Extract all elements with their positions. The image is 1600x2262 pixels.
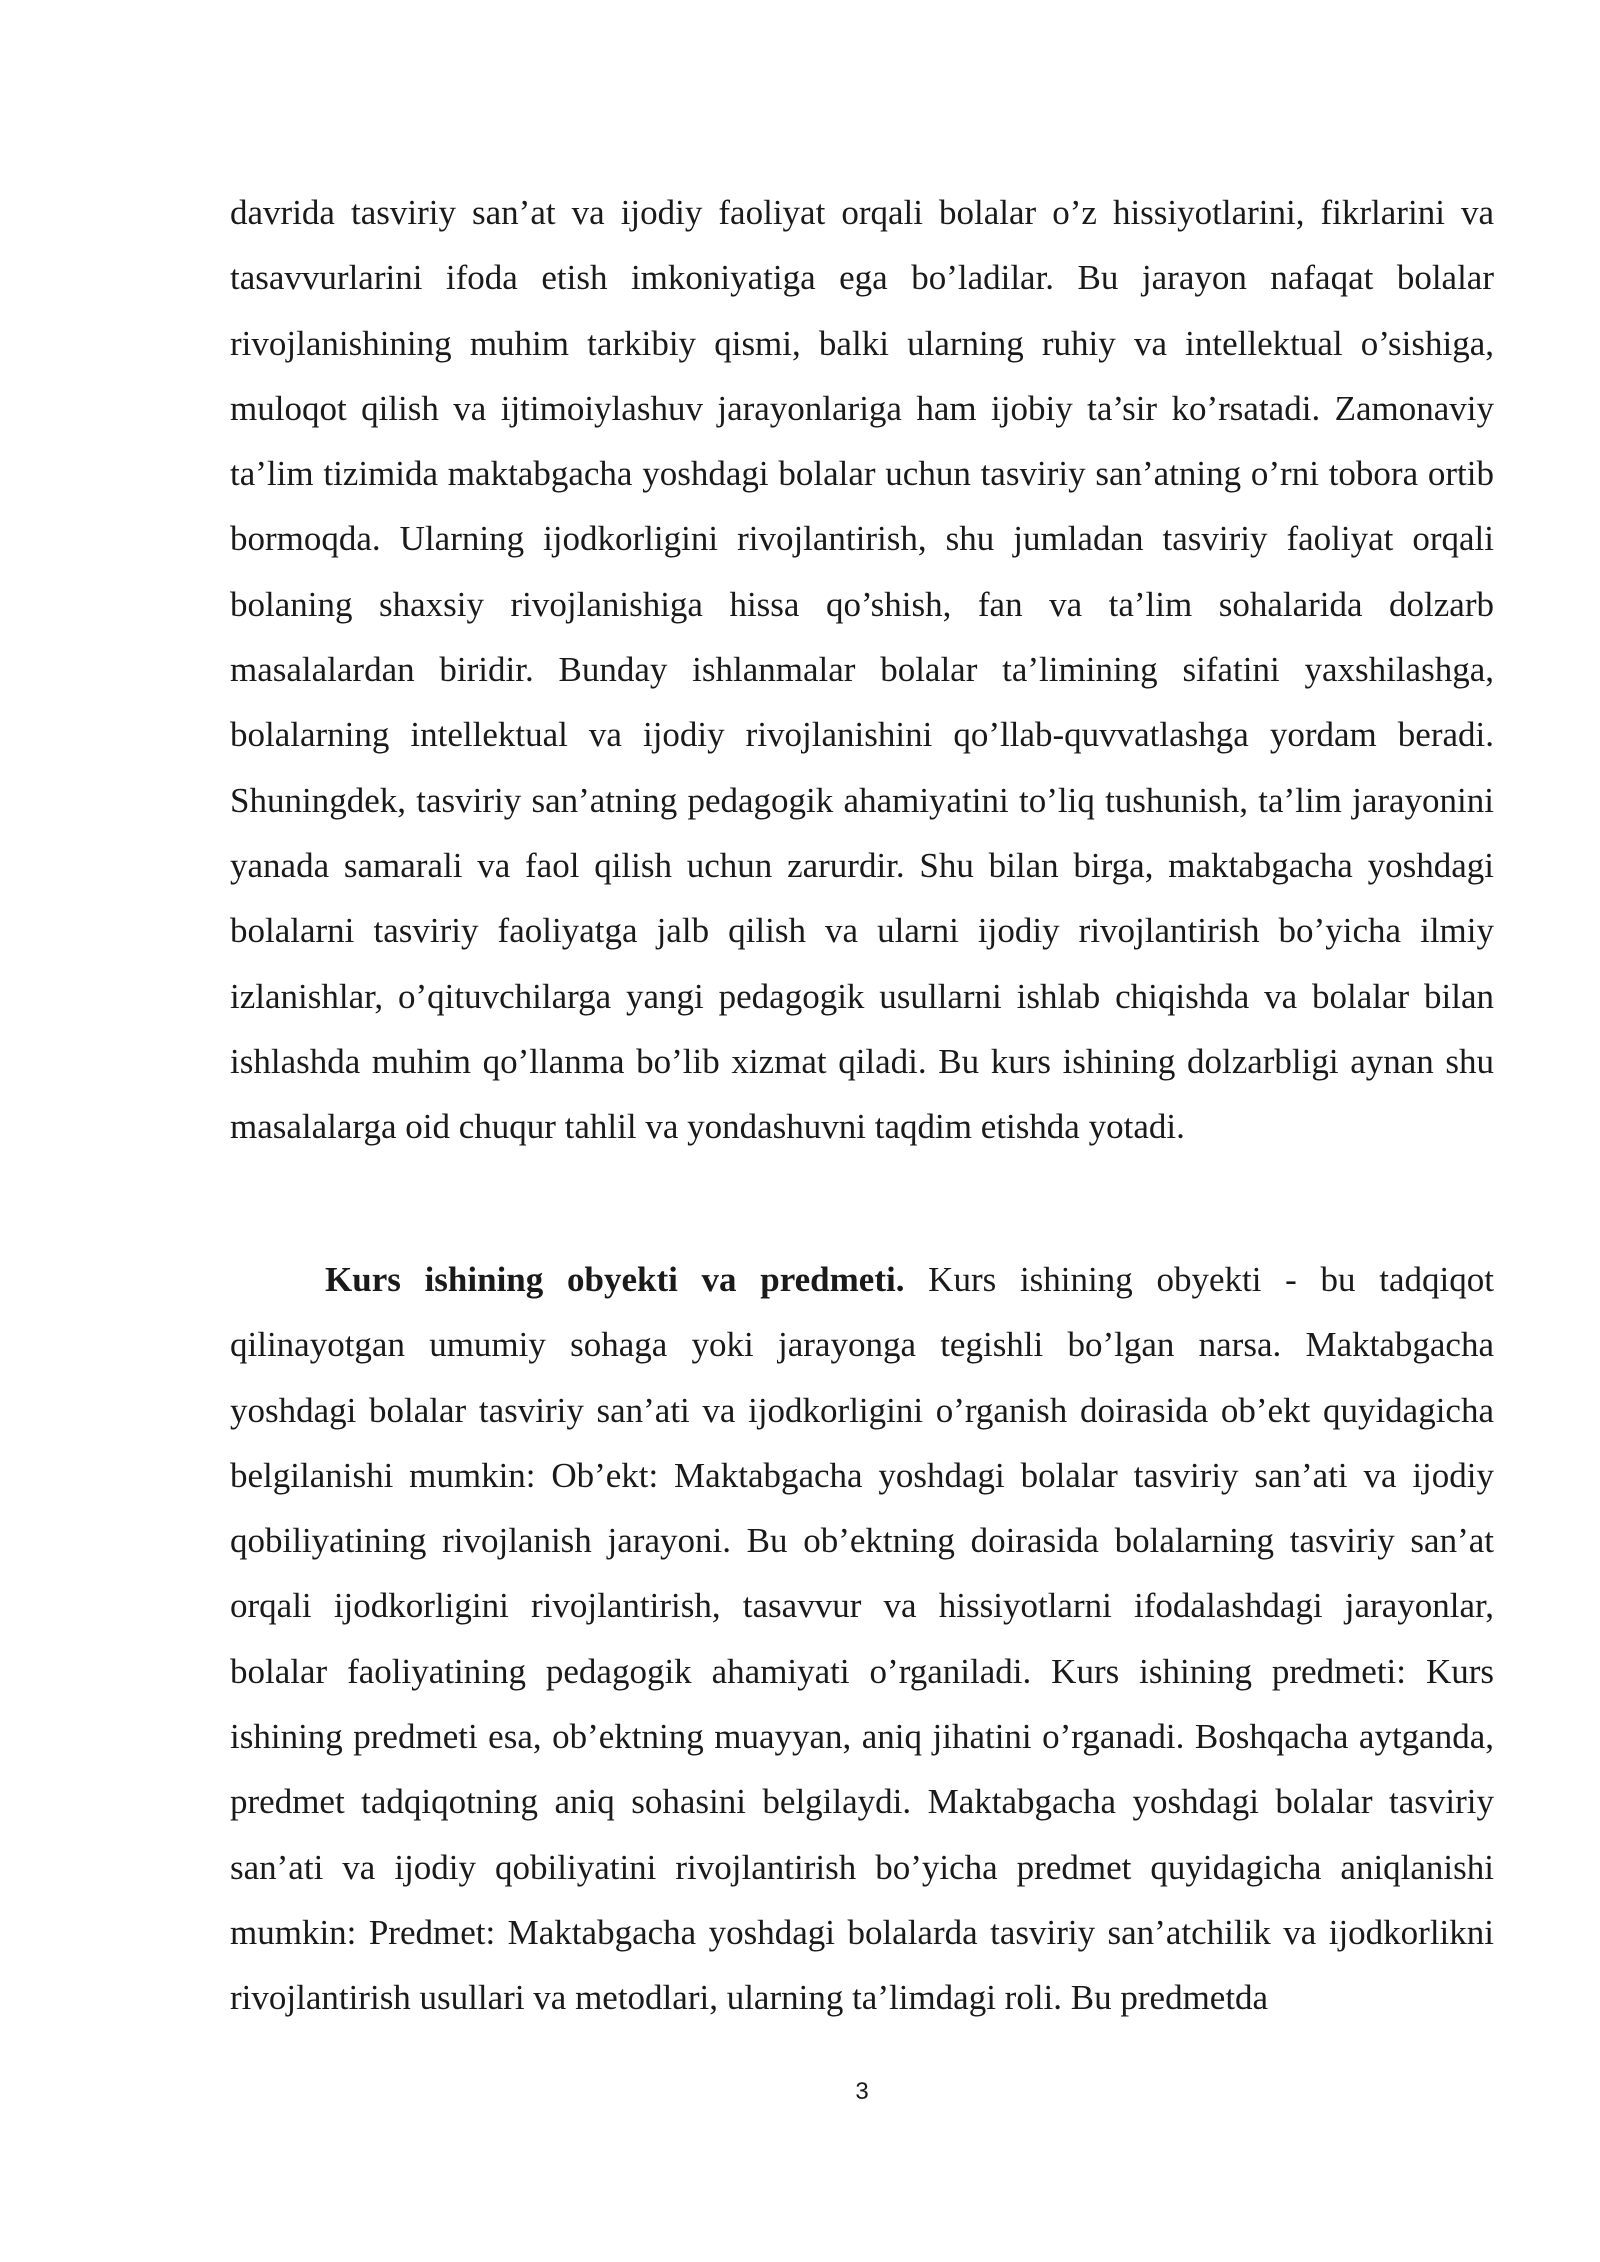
section-heading-object-and-subject: Kurs ishining obyekti va predmeti. bbox=[325, 1260, 905, 1299]
paragraph-relevance: davrida tasviriy san’at va ijodiy faoliyat orqali bolalar o’z hissiyotlarini, fikrlarini va tasavvurlarini ifoda etish imkoniyatiga ega bo’ladilar. Bu jarayon nafaqat bolalar rivojlanishining muhim tarkibiy qismi, balki ularning ruhiy va intellektual o’sishiga, muloqot qilish va ijtimoiylashuv jarayonlariga ham ijobiy ta’sir ko’rsatadi. Zamonaviy ta’lim tizimida maktabgacha yoshdagi bolalar uchun tasviriy san’atning o’rni tobora ortib bormoqda. Ularning ijodkorligini rivojlantirish, shu jumladan tasviriy faoliyat orqali bolaning shaxsiy rivojlanishiga hissa qo’shish, fan va ta’lim sohalarida dolzarb masalalardan biridir. Bunday ishlanmalar bolalar ta’limining sifatini yaxshilashga, bolalarning intellektual va ijodiy rivojlanishini qo’llab-quvvatlashga yordam beradi. Shuningdek, tasviriy san’atning pedagogik ahamiyatini to’liq tushunish, ta’lim jarayonini yanada samarali va faol qilish uchun zarurdir. Shu bilan birga, maktabgacha yoshdagi bolalarni tasviriy faoliyatga jalb qilish va ularni ijodiy rivojlantirish bo’yicha ilmiy izlanishlar, o’qituvchilarga yangi pedagogik usullarni ishlab chiqishda va bolalar bilan ishlashda muhim qo’llanma bo’lib xizmat qiladi. Bu kurs ishining dolzarbligi aynan shu masalalarga oid chuqur tahlil va yondashuvni taqdim etishda yotadi. bbox=[230, 193, 1494, 1147]
paragraph-object-and-subject bbox=[230, 1247, 1494, 2031]
page-number: 3 bbox=[855, 2078, 869, 2105]
paragraph-object-and-subject-body: Kurs ishining obyekti - bu tadqiqot qilinayotgan umumiy sohaga yoki jarayonga tegishli bo’lgan narsa. Maktabgacha yoshdagi bolalar tasviriy san’ati va ijodkorligini o’rganish doirasida ob’ekt quyidagicha belgilanishi mumkin: Ob’ekt: Maktabgacha yoshdagi bolalar tasviriy san’ati va ijodiy qobiliyatining rivojlanish jarayoni. Bu ob’ektning doirasida bolalarning tasviriy san’at orqali ijodkorligini rivojlantirish, tasavvur va hissiyotlarni ifodalashdagi jarayonlar, bolalar faoliyatining pedagogik ahamiyati o’rganiladi. Kurs ishining predmeti: Kurs ishining predmeti esa, ob’ektning muayyan, aniq jihatini o’rganadi. Boshqacha aytganda, predmet tadqiqotning aniq sohasini belgilaydi. Maktabgacha yoshdagi bolalar tasviriy san’ati va ijodiy qobiliyatini rivojlantirish bo’yicha predmet quyidagicha aniqlanishi mumkin: Predmet: Maktabgacha yoshdagi bolalarda tasviriy san’atchilik va ijodkorlikni rivojlantirish usullari va metodlari, ularning ta’limdagi roli. Bu predmetda bbox=[230, 1260, 1494, 2018]
